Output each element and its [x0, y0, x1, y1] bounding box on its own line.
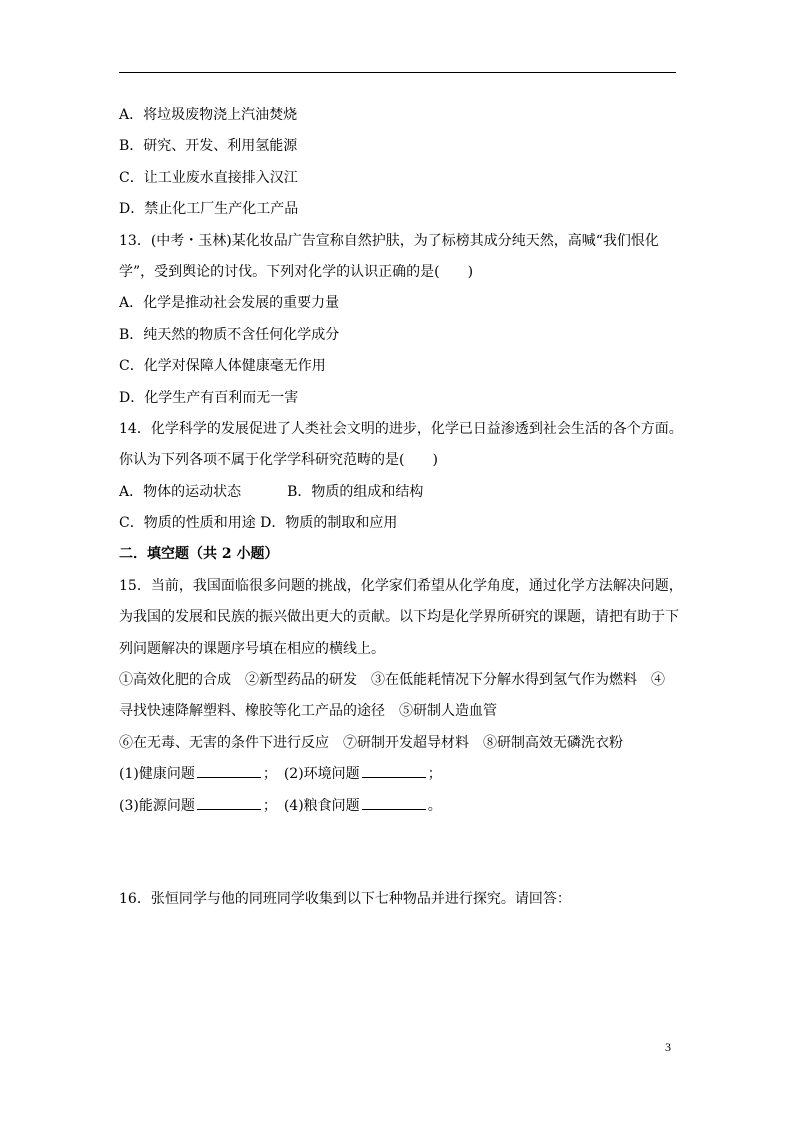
q15-blanks-row1: [119, 759, 679, 790]
q15-stem-line3: 列问题解决的课题序号填在相应的横线上。: [119, 640, 385, 657]
q14-option-a: A．物体的运动状态: [119, 483, 242, 500]
q12-option-c: C．让工业废水直接排入汉江: [119, 169, 298, 186]
q13-option-c: C．化学对保障人体健康毫无作用: [119, 358, 326, 375]
q15-topics-line1: ①高效化肥的合成 ②新型药品的研发 ③在低能耗情况下分解水得到氢气作为燃料 ④: [119, 672, 665, 689]
blank2-end: ；: [427, 766, 442, 783]
blank3-label: (3)能源问题: [119, 797, 195, 814]
blank2-label: ； (2)环境问题: [262, 766, 360, 783]
answer-blank-environment[interactable]: [362, 763, 426, 778]
page-number: 3: [665, 1040, 671, 1054]
q16-stem: 16．张恒同学与他的同班同学收集到以下七种物品并进行探究。请回答：: [119, 890, 571, 907]
blank1-label: (1)健康问题: [119, 766, 195, 783]
blank4-label: ； (4)粮食问题: [262, 797, 360, 814]
q12-option-b: B．研究、开发、利用氢能源: [119, 138, 298, 155]
q14-stem-line2: 你认为下列各项不属于化学学科研究范畴的是( ): [119, 452, 438, 469]
q15-blanks-row2: [119, 791, 679, 822]
q14-options-ab: [119, 477, 679, 508]
section-title-fill-in: 二．填空题（共 2 小题）: [119, 546, 279, 563]
q12-option-d: D．禁止化工厂生产化工产品: [119, 201, 299, 218]
q15-topics-line3: ⑥在无毒、无害的条件下进行反应 ⑦研制开发超导材料 ⑧研制高效无磷洗衣粉: [119, 734, 623, 751]
q13-option-b: B．纯天然的物质不含任何化学成分: [119, 326, 340, 343]
document-body: [119, 100, 683, 915]
q14-stem-line1: 14．化学科学的发展促进了人类社会文明的进步，化学已日益渗透到社会生活的各个方面。: [119, 420, 683, 437]
spacer: [119, 822, 679, 884]
q13-stem-line1: 13．(中考・玉林)某化妆品广告宣称自然护肤，为了标榜其成分纯天然，高喊“我们恨化: [119, 232, 659, 249]
q15-stem-line2: 为我国的发展和民族的振兴做出更大的贡献。以下均是化学界所研究的课题，请把有助于下: [119, 609, 679, 626]
q15-stem-line1: 15．当前，我国面临很多问题的挑战，化学家们希望从化学角度，通过化学方法解决问题，: [119, 577, 683, 594]
header-rule: [119, 72, 676, 73]
q14-options-cd: C．物质的性质和用途 D．物质的制取和应用: [119, 515, 398, 532]
answer-blank-health[interactable]: [197, 763, 261, 778]
answer-blank-food[interactable]: [362, 795, 426, 810]
q13-stem-line2: 学”，受到舆论的讨伐。下列对化学的认识正确的是( ): [119, 263, 474, 280]
q14-option-b: B．物质的组成和结构: [287, 483, 424, 500]
q15-topics-line2: 寻找快速降解塑料、橡胶等化工产品的途径 ⑤研制人造血管: [119, 703, 497, 720]
answer-blank-energy[interactable]: [197, 795, 261, 810]
q13-option-d: D．化学生产有百利而无一害: [119, 389, 299, 406]
blank4-end: 。: [427, 797, 442, 814]
q13-option-a: A．化学是推动社会发展的重要力量: [119, 295, 340, 312]
q12-option-a: A．将垃圾废物浇上汽油焚烧: [119, 107, 298, 123]
